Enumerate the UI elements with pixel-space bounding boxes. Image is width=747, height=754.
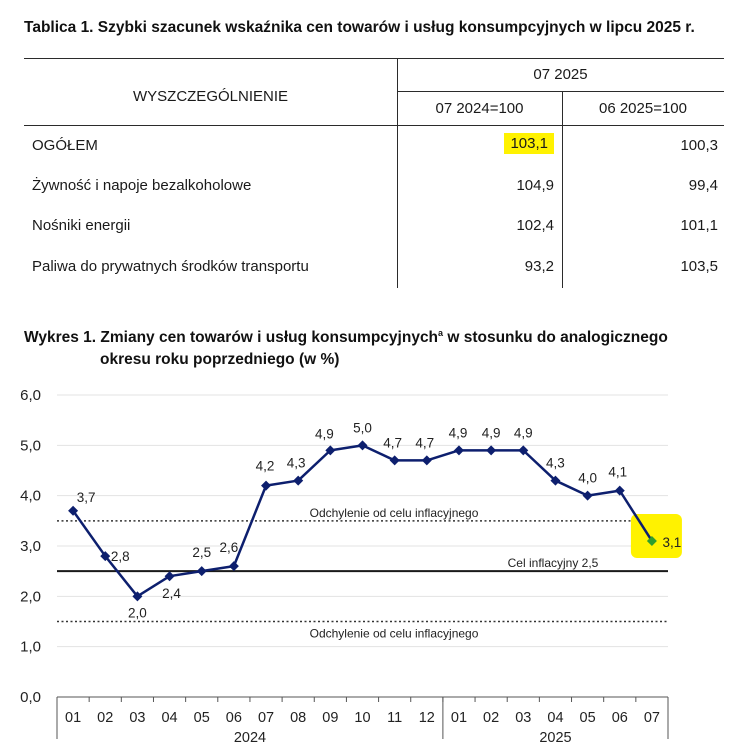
table-header-col1: 07 2024=100 [435, 100, 524, 117]
x-tick-label: 05 [579, 710, 596, 726]
data-label: 4,3 [286, 455, 306, 471]
table-cell: 93,2 [524, 258, 554, 275]
data-label: 3,1 [662, 534, 682, 550]
x-tick-label: 08 [290, 710, 307, 726]
x-tick-label: 03 [129, 710, 146, 726]
x-tick-label: 07 [643, 710, 660, 726]
data-point [261, 481, 271, 491]
reference-line-label: Odchylenie od celu inflacyjnego [309, 505, 479, 520]
data-label: 4,1 [608, 464, 628, 480]
data-point [422, 455, 432, 465]
table-cell: 102,4 [516, 217, 554, 234]
x-tick-label: 02 [97, 710, 114, 726]
x-tick-label: 04 [547, 710, 564, 726]
data-label: 4,9 [448, 425, 468, 441]
table-header-col2: 06 2025=100 [598, 100, 687, 117]
data-label: 4,9 [513, 425, 533, 441]
data-label: 4,2 [255, 458, 275, 474]
data-point [390, 455, 400, 465]
table-header-period: 07 2025 [533, 66, 588, 83]
data-label: 4,9 [481, 425, 501, 441]
x-tick-label: 07 [257, 710, 275, 726]
chart-title-line1-end: w stosunku do analogicznego [443, 329, 668, 347]
table-cell: 99,4 [688, 177, 718, 194]
data-point [454, 445, 464, 455]
x-tick-label: 11 [387, 710, 403, 726]
data-point [197, 566, 207, 576]
chart-title-footnote-mark: a [438, 328, 444, 338]
table-row-label: OGÓŁEM [32, 137, 98, 154]
data-label: 2,8 [110, 549, 130, 565]
data-label: 2,6 [219, 540, 239, 556]
series-line [73, 445, 652, 596]
data-label: 3,7 [76, 489, 96, 505]
y-tick-label: 2,0 [20, 588, 41, 606]
year-label: 2024 [233, 730, 267, 746]
x-tick-label: 04 [161, 710, 178, 726]
data-label: 2,5 [192, 545, 212, 561]
x-tick-label: 06 [225, 710, 242, 726]
x-tick-label: 06 [611, 710, 628, 726]
data-label: 4,3 [546, 455, 565, 471]
y-tick-label: 5,0 [20, 437, 41, 455]
x-tick-label: 01 [450, 710, 468, 726]
table-cell: 103,5 [680, 258, 718, 275]
chart-title-line1: Wykres 1. Zmiany cen towarów i usług konsumpcyjnych [24, 329, 439, 347]
reference-line-label: Odchylenie od celu inflacyjnego [309, 626, 479, 641]
y-tick-label: 4,0 [20, 487, 41, 505]
y-tick-label: 6,0 [20, 387, 41, 404]
y-tick-label: 3,0 [20, 538, 41, 555]
table-title: Tablica 1. Szybki szacunek wskaźnika cen towarów i usług konsumpcyjnych w lipcu 2025 r. [24, 19, 695, 36]
data-label: 2,4 [162, 586, 181, 602]
table-row-label: Paliwa do prywatnych środków transportu [32, 258, 309, 275]
x-tick-label: 12 [418, 710, 435, 726]
data-label: 2,0 [128, 605, 147, 621]
table-header-label: WYSZCZEGÓLNIENIE [132, 88, 289, 105]
table-cell: 104,9 [516, 177, 554, 194]
x-tick-label: 02 [483, 710, 500, 726]
y-tick-label: 0,0 [20, 689, 41, 706]
data-label: 4,7 [383, 435, 403, 451]
data-point [229, 561, 239, 571]
x-tick-label: 10 [354, 710, 371, 726]
x-tick-label: 01 [65, 710, 82, 726]
data-point [583, 491, 593, 501]
data-label: 4,0 [578, 470, 597, 486]
table-cell: 100,3 [680, 137, 718, 154]
table-row-label: Żywność i napoje bezalkoholowe [32, 177, 252, 194]
data-point [358, 440, 368, 450]
data-label: 5,0 [353, 420, 372, 436]
y-tick-label: 1,0 [20, 638, 41, 656]
table-cell: 101,1 [680, 217, 718, 234]
x-tick-label: 09 [322, 710, 339, 726]
reference-line-label: Cel inflacyjny 2,5 [507, 556, 599, 571]
data-point [486, 445, 496, 455]
table-cell-highlight: 103,1 [504, 133, 554, 154]
chart-title-line2: okresu roku poprzedniego (w %) [100, 351, 340, 369]
table-row-label: Nośniki energii [32, 217, 131, 234]
x-tick-label: 03 [515, 710, 532, 726]
x-tick-label: 05 [193, 710, 210, 726]
data-label: 4,9 [314, 426, 334, 442]
data-label: 4,7 [415, 435, 435, 451]
year-label: 2025 [539, 730, 572, 746]
